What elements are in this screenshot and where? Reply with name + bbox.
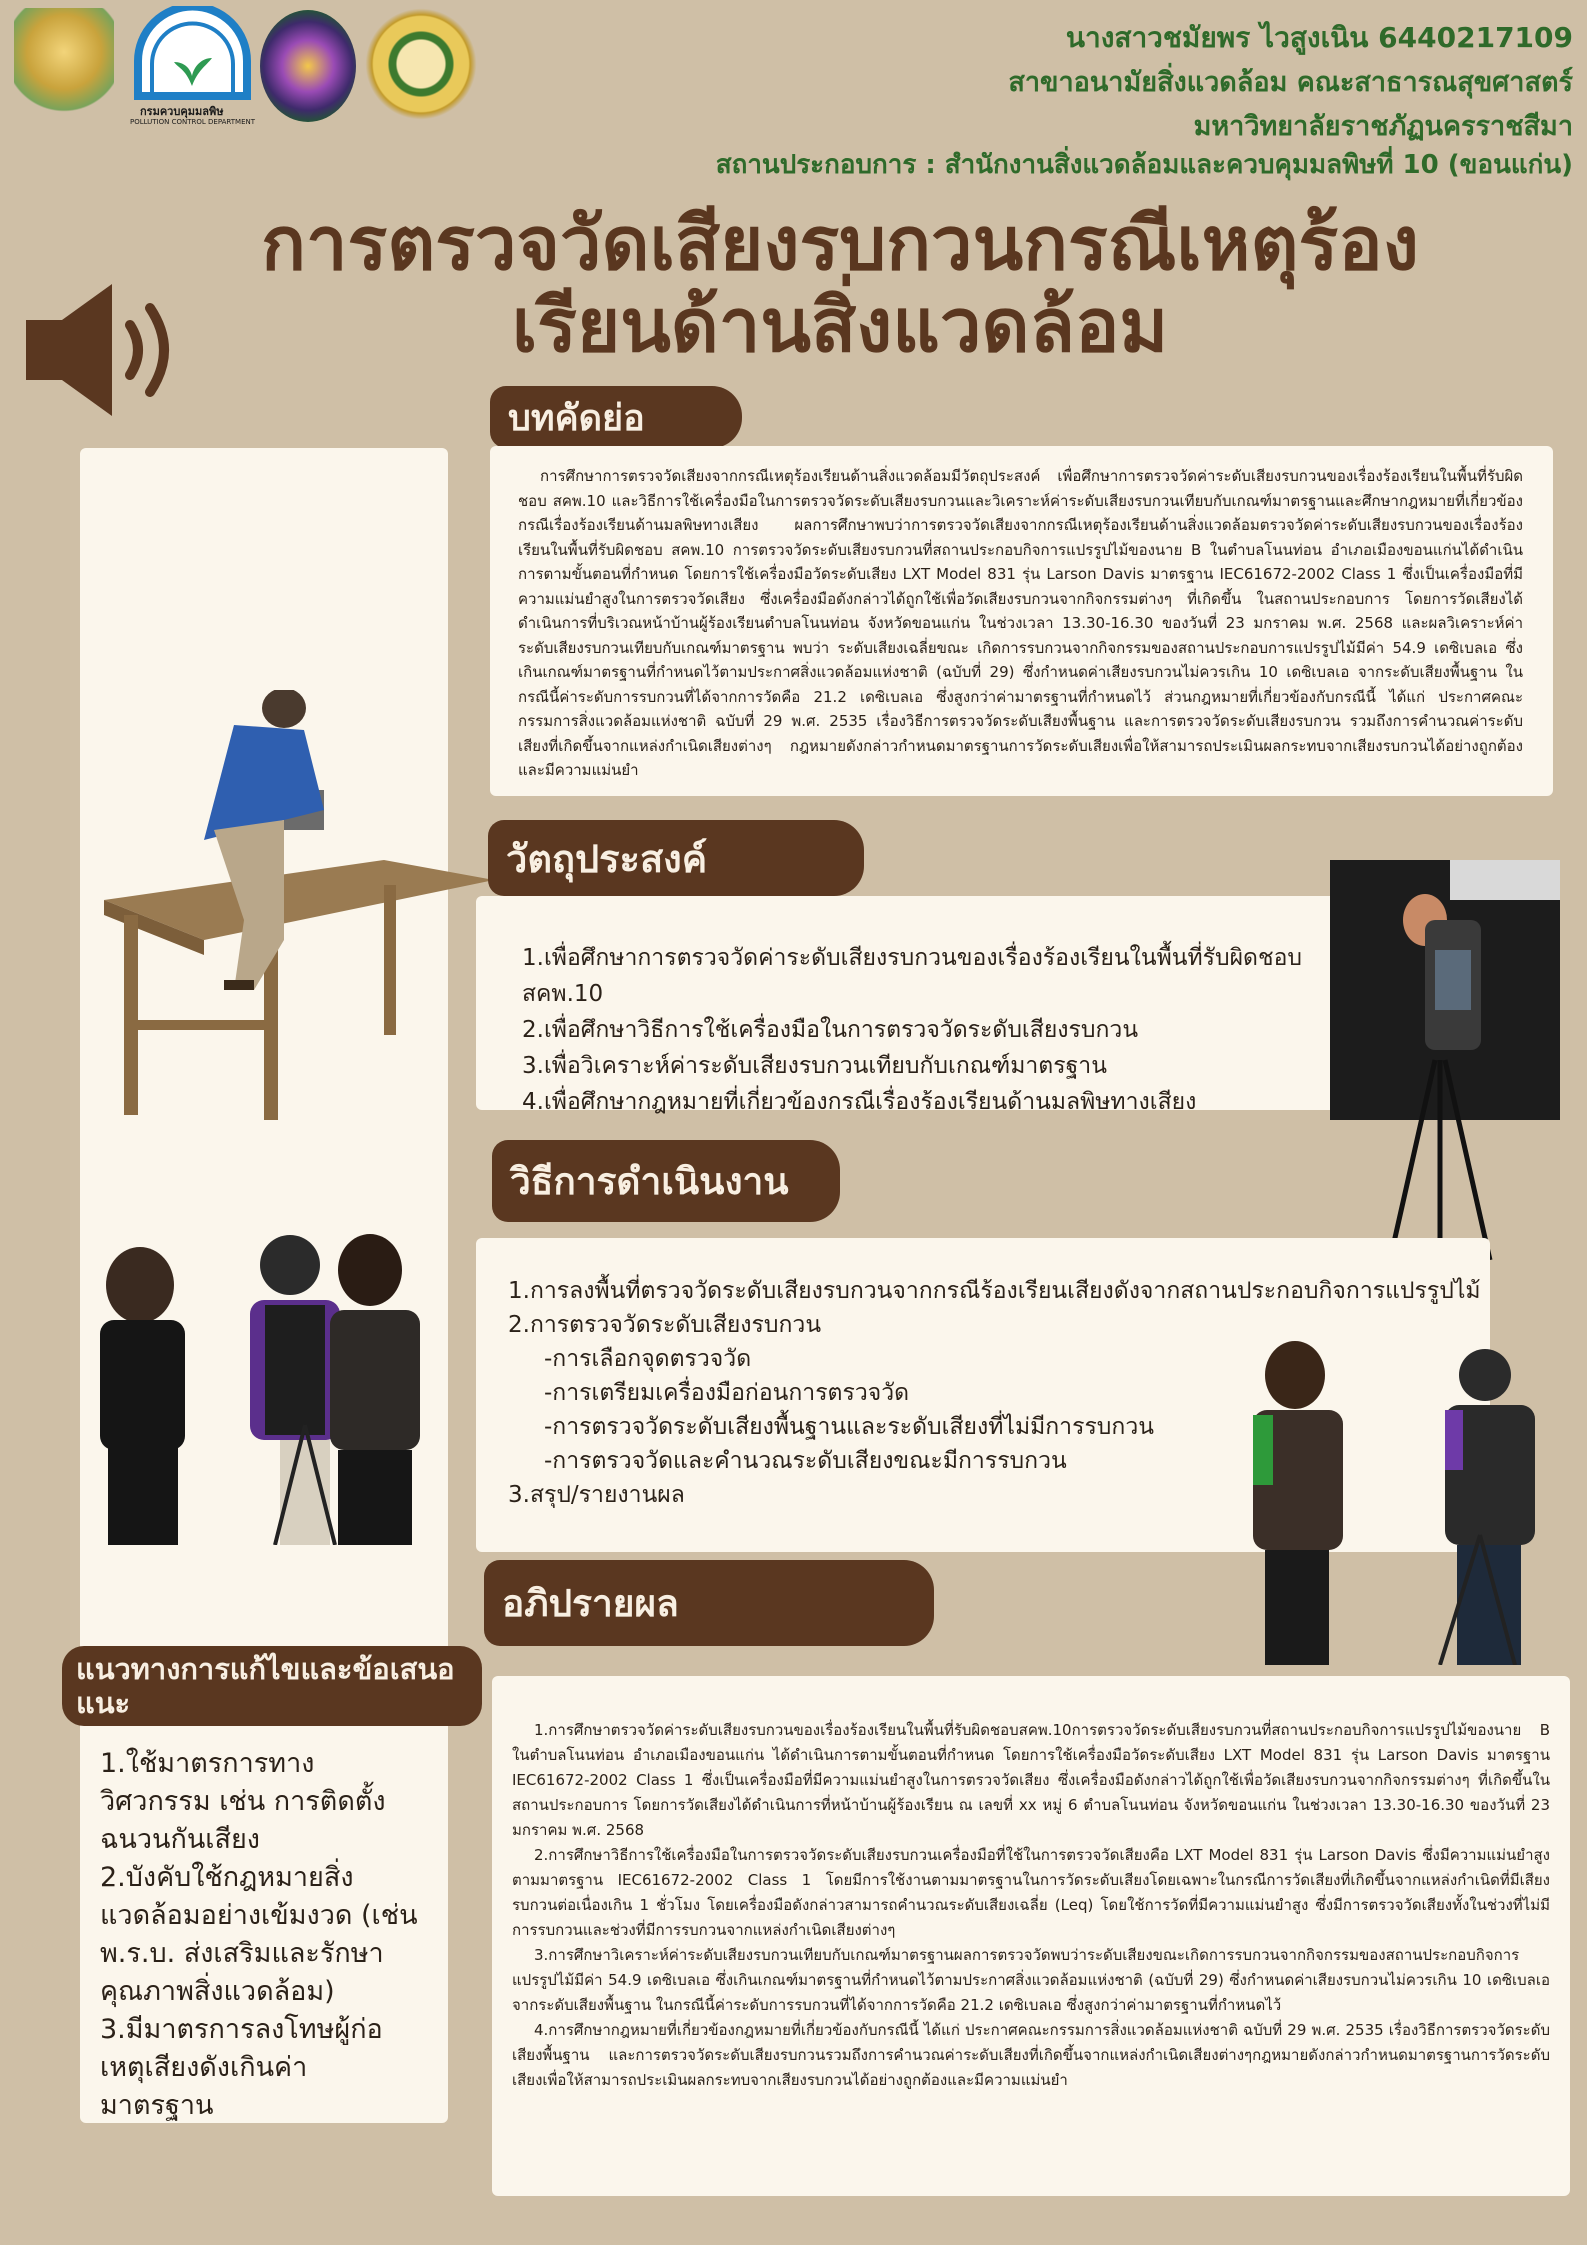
method-sub-item: -การเตรียมเครื่องมือก่อนการตรวจวัด xyxy=(544,1380,910,1406)
abstract-heading-text: บทคัดย่อ xyxy=(508,396,645,439)
emblem-logo xyxy=(14,8,114,118)
main-title-line1: การตรวจวัดเสียงรบกวนกรณีเหตุร้อง xyxy=(261,201,1419,287)
discussion-heading-text: อภิปรายผล xyxy=(502,1580,679,1625)
discussion-panel xyxy=(492,1676,1570,2196)
officers-photo xyxy=(80,1225,460,1545)
pcd-logo-text-en: POLLUTION CONTROL DEPARTMENT xyxy=(130,118,256,126)
recommendation-item: 2.บังคับใช้กฎหมายสิ่งแวดล้อมอย่างเข้มงวด (เช่น พ.ร.บ. ส่งเสริมและรักษาคุณภาพสิ่งแวดล้อม) xyxy=(100,1862,418,2007)
methods-heading xyxy=(492,1140,840,1222)
measuring-officers-photo xyxy=(1225,1335,1555,1665)
pcd-logo xyxy=(130,6,255,131)
objective-item: 4.เพื่อศึกษากฎหมายที่เกี่ยวข้องกรณีเรื่องร้องเรียนด้านมลพิษทางเสียง xyxy=(522,1089,1197,1115)
method-item: 2.การตรวจวัดระดับเสียงรบกวน xyxy=(508,1312,822,1338)
objectives-panel xyxy=(476,896,1366,1115)
discussion-item: 2.การศึกษาวิธีการใช้เครื่องมือในการตรวจวัดระดับเสียงรบกวนเครื่องมือที่ใช้ในการตรวจวัดเสียงคือ LXT Model 831 รุ่น Larson Davis ซึ่งมีความแม่นยำสูงตามมาตรฐาน IEC61672-2002 Class 1 โดยมีการใช้งานตามมาตรฐานในการวัดระดับเสียงโดยเฉพาะในกรณีการวัดเสียงที่เกิดขึ้นจากแหล่งกำเนิดที่มีเสียงรบกวนต่อเนื่องเกิน 1 ชั่วโมง โดยเครื่องมือดังกล่าวสามารถคำนวณระดับเสียงเฉลี่ย (Leq) โดยใช้การวัดที่มีความแม่นยำสูง ซึ่งมีการตรวจวัดเสียงทั้งในช่วงที่ไม่มีการรบกวนและช่วงที่มีการรบกวนจากแหล่งกำเนิดเสียงต่างๆ xyxy=(512,1846,1550,1939)
department: สาขาอนามัยสิ่งแวดล้อม คณะสาธารณสุขศาสตร์ xyxy=(1008,67,1573,98)
method-sub-item: -การตรวจวัดและคำนวณระดับเสียงขณะมีการรบกวน xyxy=(544,1448,1067,1474)
objectives-heading xyxy=(488,820,864,896)
methods-heading-text: วิธีการดำเนินงาน xyxy=(510,1158,789,1203)
discussion-item: 1.การศึกษาตรวจวัดค่าระดับเสียงรบกวนของเรื่องร้องเรียนในพื้นที่รับผิดชอบสคพ.10การตรวจวัดระดับเสียงรบกวนที่สถานประกอบกิจการแปรรูปไม้ของนาย B ในตำบลโนนท่อน อำเภอเมืองขอนแก่น ได้ดำเนินการตามขั้นตอนที่กำหนด โดยการใช้เครื่องมือวัดระดับเสียง LXT Model 831 รุ่น Larson Davis มาตรฐาน IEC61672-2002 Class 1 ซึ่งเป็นเครื่องมือที่มีความแม่นยำสูงในการตรวจวัดเสียง ซึ่งเครื่องมือดังกล่าวได้ถูกใช้เพื่อวัดเสียงรบกวนจากกิจกรรมต่างๆ ที่เกิดขึ้นในสถานประกอบการ โดยการวัดเสียงได้ดำเนินการที่หน้าบ้านผู้ร้องเรียน ณ เลขที่ xx หมู่ 6 ตำบลโนนท่อน จังหวัดขอนแก่น ในช่วงเวลา 13.30-16.30 ของวันที่ 23 มกราคม พ.ศ. 2568 xyxy=(512,1721,1550,1839)
recommendation-item: 3.มีมาตรการลงโทษผู้ก่อเหตุเสียงดังเกินค่ามาตรฐาน xyxy=(100,2014,383,2121)
sound-meter-photo xyxy=(1330,860,1560,1260)
recommendation-item: 1.ใช้มาตรการทางวิศวกรรม เช่น การติดตั้งฉนวนกันเสียง xyxy=(100,1748,386,1855)
discussion-item: 3.การศึกษาวิเคราะห์ค่าระดับเสียงรบกวนเทียบกับเกณฑ์มาตรฐานผลการตรวจวัดพบว่าระดับเสียงขณะเกิดการรบกวนจากกิจกรรมของสถานประกอบกิจการแปรรูปไม้มีค่า 54.9 เดซิเบลเอ ซึ่งเกินเกณฑ์มาตรฐานที่กำหนดไว้ตามประกาศสิ่งแวดล้อมแห่งชาติ (ฉบับที่ 29) ซึ่งกำหนดค่าเสียงรบกวนไม่ควรเกิน 10 เดซิเบลเอ จากระดับเสียงพื้นฐาน ในกรณีนี้ค่าระดับการรบกวนที่ได้จากการวัดคือ 21.2 เดซิเบลเอ ซึ่งสูงกว่าค่ามาตรฐานที่กำหนดไว้ xyxy=(512,1946,1550,2014)
method-item: 1.การลงพื้นที่ตรวจวัดระดับเสียงรบกวนจากกรณีร้องเรียนเสียงดังจากสถานประกอบกิจการแปรรูปไม้ xyxy=(508,1278,1481,1304)
recommendations-heading-text: แนวทางการแก้ไขและข้อเสนอแนะ xyxy=(76,1652,455,1720)
workplace: สถานประกอบการ : สำนักงานสิ่งแวดล้อมและควบคุมมลพิษที่ 10 (ขอนแก่น) xyxy=(715,150,1573,180)
main-title-line2: เรียนด้านสิ่งแวดล้อม xyxy=(511,283,1169,369)
discussion-heading xyxy=(484,1560,934,1646)
method-item: 3.สรุป/รายงานผล xyxy=(508,1482,685,1508)
method-sub-item: -การตรวจวัดระดับเสียงพื้นฐานและระดับเสียงที่ไม่มีการรบกวน xyxy=(544,1414,1154,1440)
worker-photo xyxy=(84,690,494,1120)
logo-row xyxy=(10,6,480,126)
faculty-seal-logo xyxy=(365,8,477,120)
pcd-arc-icon xyxy=(130,6,255,101)
university-seal-logo xyxy=(260,10,356,122)
pcd-logo-text-th: กรมควบคุมมลพิษ xyxy=(140,105,224,118)
abstract-text: การศึกษาการตรวจวัดเสียงจากกรณีเหตุร้องเรียนด้านสิ่งแวดล้อมมีวัตถุประสงค์ เพื่อศึกษาการตรวจวัดค่าระดับเสียงรบกวนของเรื่องร้องเรียนในพื้นที่รับผิดชอบ สคพ.10 และวิธีการใช้เครื่องมือในการตรวจวัดระดับเสียงรบกวนและวิเคราะห์ค่าระดับเสียงรบกวนเทียบกับเกณฑ์มาตรฐานและศึกษากฎหมายที่เกี่ยวข้องกรณีเรื่องร้องเรียนด้านมลพิษทางเสียง ผลการศึกษาพบว่าการตรวจวัดเสียงจากกรณีเหตุร้องเรียนด้านสิ่งแวดล้อมตรวจวัดค่าระดับเสียงรบกวนของเรื่องร้องเรียนในพื้นที่รับผิดชอบ สคพ.10 การตรวจวัดระดับเสียงรบกวนที่สถานประกอบกิจการแปรรูปไม้ของนาย B ในตำบลโนนท่อน อำเภอเมืองขอนแก่นได้ดำเนินการตามขั้นตอนที่กำหนด โดยการใช้เครื่องมือวัดระดับเสียง LXT Model 831 รุ่น Larson Davis มาตรฐาน IEC61672-2002 Class 1 ซึ่งเป็นเครื่องมือที่มีความแม่นยำสูงในการตรวจวัดเสียง ซึ่งเครื่องมือดังกล่าวได้ถูกใช้เพื่อวัดเสียงรบกวนจากกิจกรรมต่างๆ ที่เกิดขึ้น ในสถานประกอบการ โดยการวัดเสียงได้ดำเนินการที่บริเวณหน้าบ้านผู้ร้องเรียนตำบลโนนท่อน จังหวัดขอนแก่น ในช่วงเวลา 13.30-16.30 ของวันที่ 23 มกราคม พ.ศ. 2568 และผลวิเคราะห์ค่าระดับเสียงรบกวนเทียบกับเกณฑ์มาตรฐาน พบว่า ระดับเสียงเฉลี่ยขณะ เกิดการรบกวนจากกิจกรรมของสถานประกอบการแปรรูปไม้มีค่า 54.9 เดซิเบลเอ ซึ่งเกินเกณฑ์มาตรฐานที่กำหนดไว้ตามประกาศสิ่งแวดล้อมแห่งชาติ (ฉบับที่ 29) ซึ่งกำหนดค่าเสียงรบกวนไม่ควรเกิน 10 เดซิเบลเอ จากระดับเสียงพื้นฐาน ในกรณีนี้ค่าระดับการรบกวนที่ได้จากการวัดคือ 21.2 เดซิเบลเอ ซึ่งสูงกว่าค่ามาตรฐานที่กำหนดไว้ ส่วนกฎหมายที่เกี่ยวข้องกับกรณีนี้ ได้แก่ ประกาศคณะกรรมการสิ่งแวดล้อมแห่งชาติ ฉบับที่ 29 พ.ศ. 2535 เรื่องวิธีการตรวจวัดระดับเสียงพื้นฐาน และการตรวจวัดระดับเสียงรบกวน รวมถึงการคำนวณค่าระดับเสียงที่เกิดขึ้นจากแหล่งกำเนิดเสียงต่างๆ กฎหมายดังกล่าวกำหนดมาตรฐานการวัดระดับเสียงเพื่อให้สามารถประเมินผลกระทบจากเสียงรบกวนได้อย่างถูกต้องและมีความแม่นยำ xyxy=(518,467,1523,779)
objective-item: 2.เพื่อศึกษาวิธีการใช้เครื่องมือในการตรวจวัดระดับเสียงรบกวน xyxy=(522,1017,1139,1043)
discussion-item: 4.การศึกษากฎหมายที่เกี่ยวข้องกฎหมายที่เกี่ยวข้องกับกรณีนี้ ได้แก่ ประกาศคณะกรรมการสิ่งแวดล้อมแห่งชาติ ฉบับที่ 29 พ.ศ. 2535 เรื่องวิธีการตรวจวัดระดับเสียงพื้นฐาน และการตรวจวัดระดับเสียงรบกวนรวมถึงการคำนวณค่าระดับเสียงที่เกิดขึ้นจากแหล่งกำเนิดเสียงต่างๆกฎหมายดังกล่าวกำหนดมาตรฐานการวัดระดับเสียงเพื่อให้สามารถประเมินผลกระทบจากเสียงรบกวนได้อย่างถูกต้องและมีความแม่นยำ xyxy=(512,2021,1550,2089)
abstract-heading xyxy=(490,386,742,448)
abstract-panel xyxy=(490,446,1553,796)
method-sub-item: -การเลือกจุดตรวจวัด xyxy=(544,1346,752,1372)
objective-item: 3.เพื่อวิเคราะห์ค่าระดับเสียงรบกวนเทียบกับเกณฑ์มาตรฐาน xyxy=(522,1053,1107,1079)
author-name: นางสาวชมัยพร ไวสูงเนิน 6440217109 xyxy=(1065,21,1573,54)
objectives-heading-text: วัตถุประสงค์ xyxy=(506,835,708,881)
recommendations-list xyxy=(100,1745,420,2125)
objective-item: 1.เพื่อศึกษาการตรวจวัดค่าระดับเสียงรบกวนของเรื่องร้องเรียนในพื้นที่รับผิดชอบ สคพ.10 xyxy=(522,945,1303,1007)
university-name: มหาวิทยาลัยราชภัฏนครราชสีมา xyxy=(1193,111,1573,142)
recommendations-heading xyxy=(62,1646,482,1726)
